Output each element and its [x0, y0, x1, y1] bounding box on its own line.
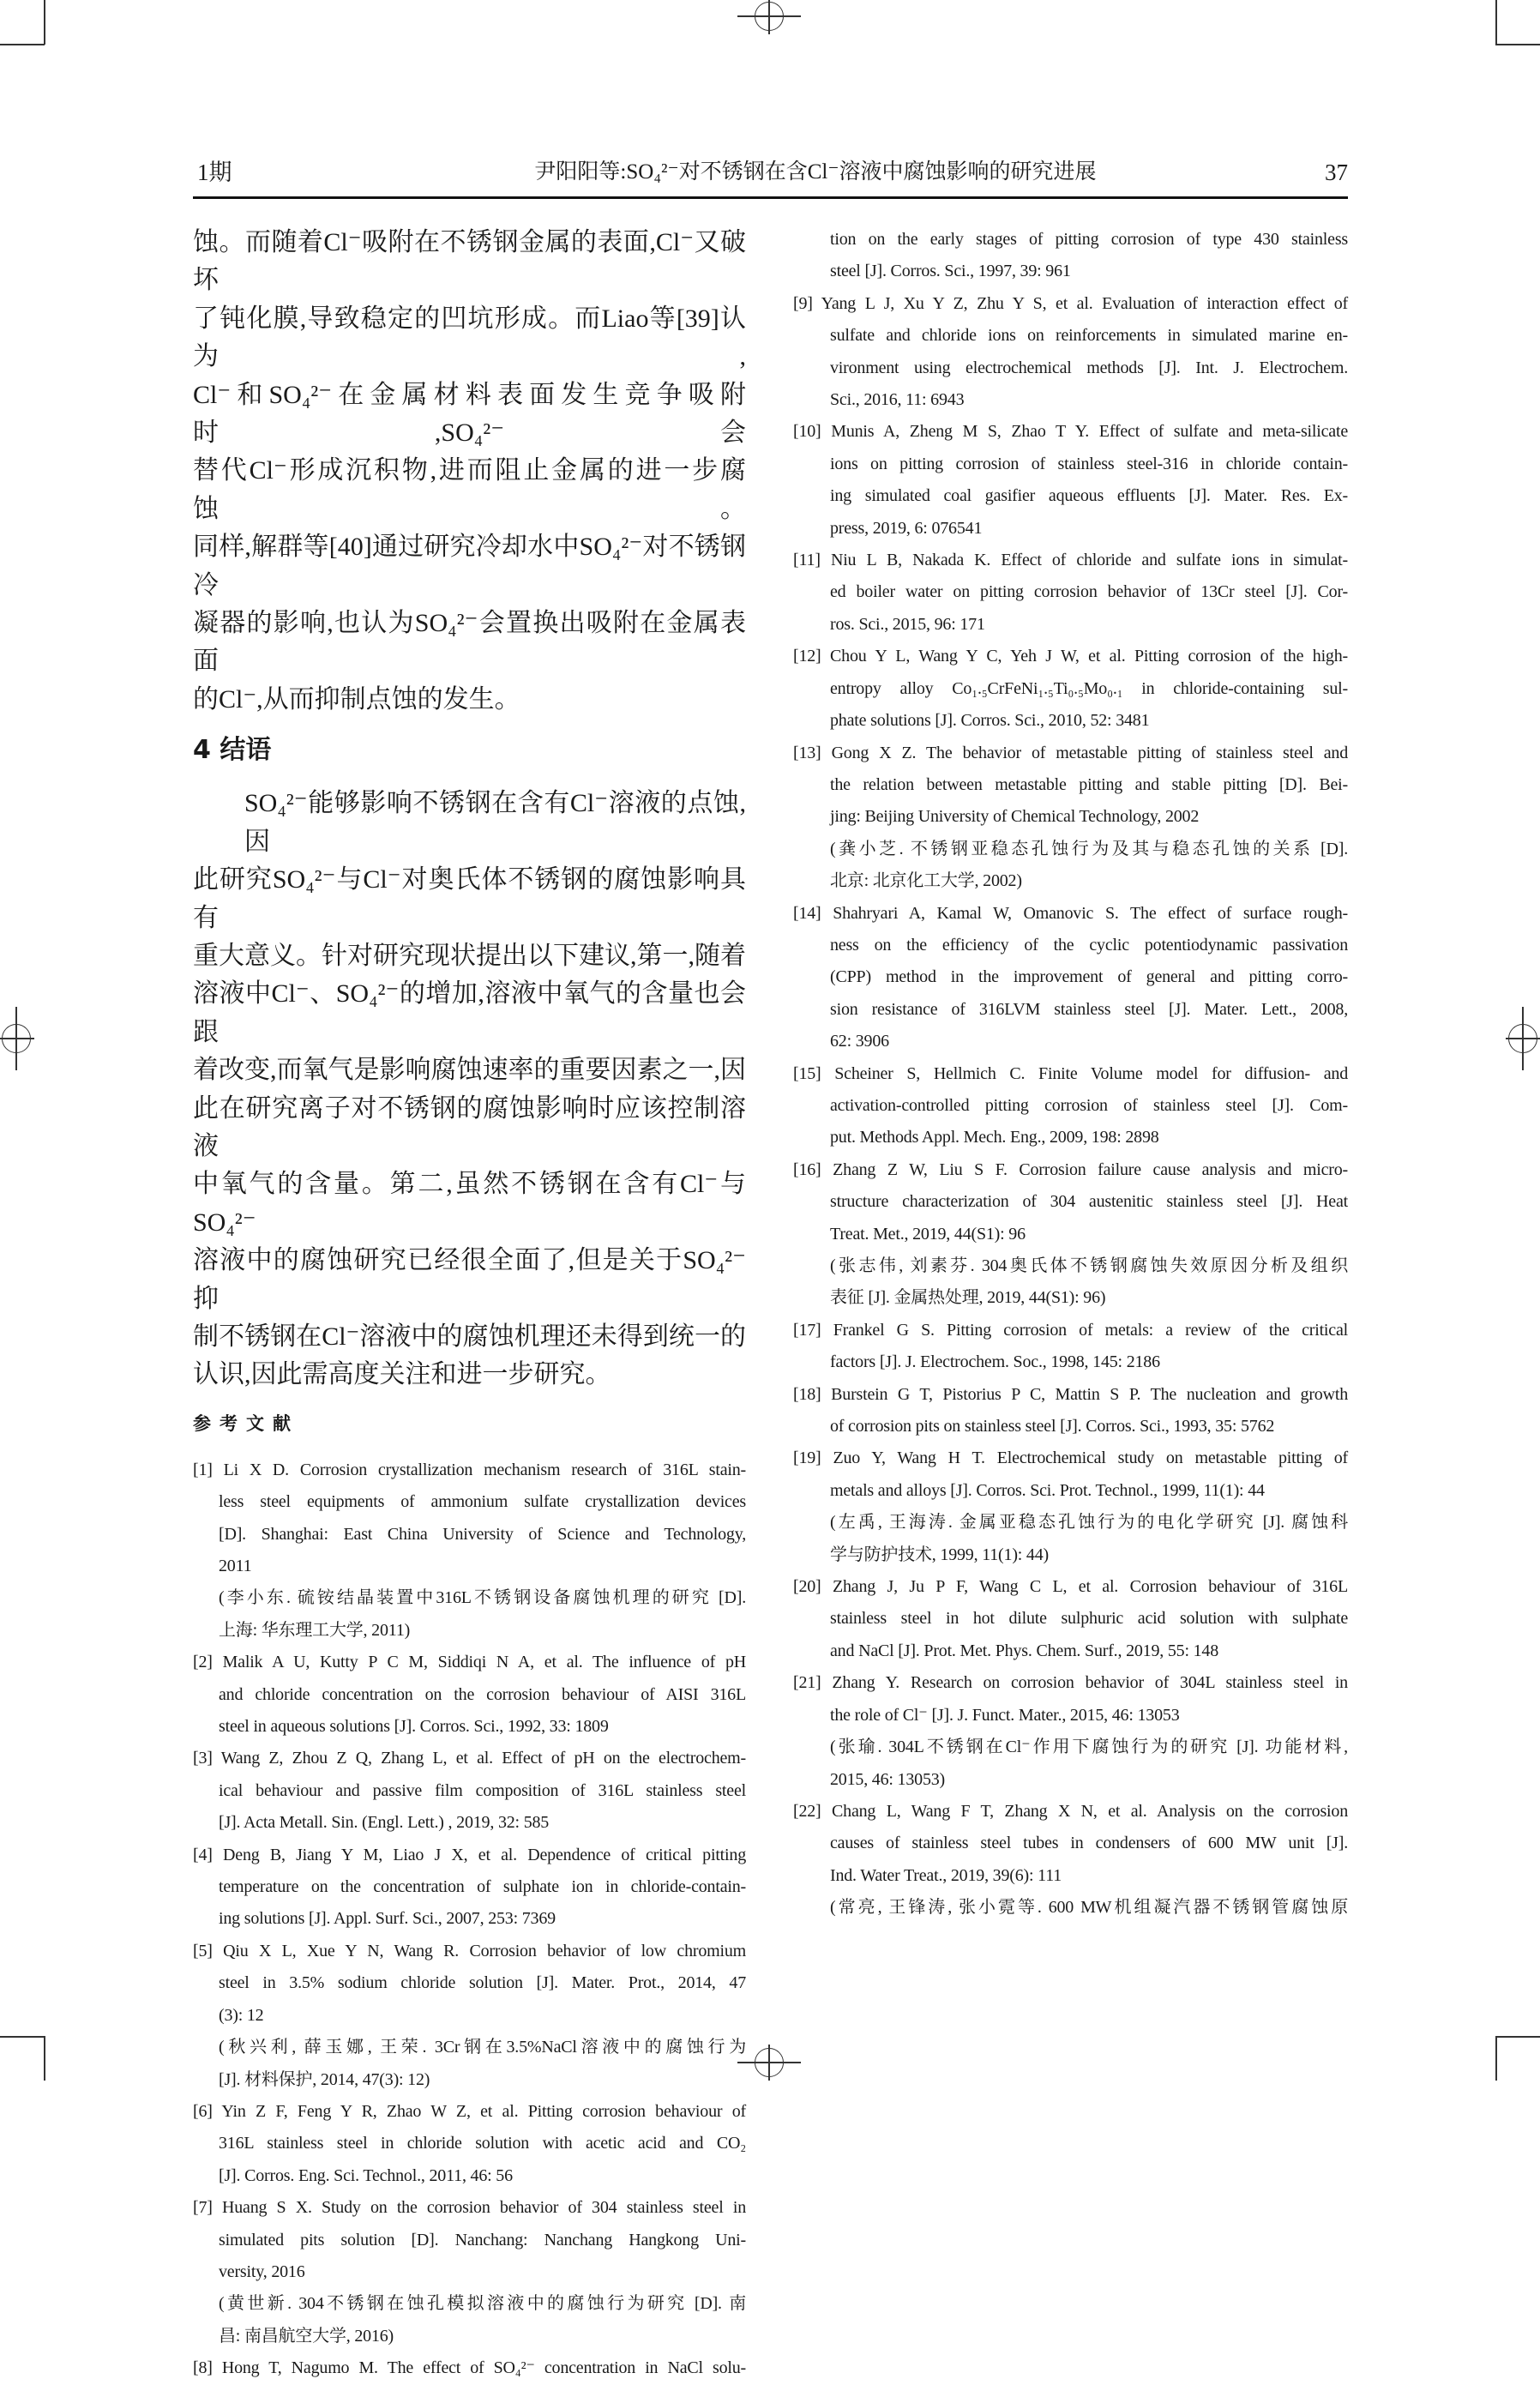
crop-mark: [0, 44, 45, 45]
reference-line: of corrosion pits on stainless steel [J]. Corros. Sci., 1993, 35: 5762: [830, 1417, 1275, 1436]
reference-line: [J]. Corros. Eng. Sci. Technol., 2011, 46: 56: [219, 2165, 513, 2185]
reference-line: [J]. 材料保护, 2014, 47(3): 12): [219, 2069, 430, 2089]
reference-entry-start: [18] Burstein G T, Pistorius P C, Mattin S P. The nucleation and growth: [793, 1384, 1348, 1404]
text-line: 此在研究离子对不锈钢的腐蚀影响时应该控制溶液: [193, 1093, 746, 1160]
crop-mark: [1495, 2036, 1540, 2038]
text-line: 重大意义。针对研究现状提出以下建议,第一,随着: [193, 941, 746, 970]
reference-line: steel in aqueous solutions [J]. Corros. Sci., 1992, 33: 1809: [219, 1717, 609, 1737]
reference-line: entropy alloy Co₁.₅CrFeNi₁.₅Ti₀.₅Mo₀.₁ in chloride-containing sul-: [830, 678, 1348, 698]
reference-entry-start: [7] Huang S X. Study on the corrosion behavior of 304 stainless steel in: [193, 2198, 746, 2218]
reference-line: 上海: 华东理工大学, 2011): [219, 1620, 411, 1640]
reference-entry-start: [8] Hong T, Nagumo M. The effect of SO₄²⁻ concentration in NaCl solu-: [193, 2358, 746, 2378]
text-line: 着改变,而氧气是影响腐蚀速率的重要因素之一,因: [193, 1056, 746, 1085]
reference-line: (李小东. 硫铵结晶装置中316L不锈钢设备腐蚀机理的研究 [D].: [219, 1588, 746, 1608]
text-line: 凝器的影响,也认为SO₄²⁻会置换出吸附在金属表面: [193, 609, 746, 676]
references-right: [793, 224, 1348, 1924]
registration-line: [768, 0, 770, 34]
reference-entry-start: [14] Shahryari A, Kamal W, Omanovic S. The effect of surface rough-: [793, 903, 1348, 923]
reference-entry-start: [10] Munis A, Zheng M S, Zhao T Y. Effect of sulfate and meta-silicate: [793, 422, 1348, 442]
crop-mark: [44, 2036, 45, 2081]
crop-mark: [1495, 0, 1497, 45]
reference-entry-start: [5] Qiu X L, Xue Y N, Wang R. Corrosion behavior of low chromium: [193, 1941, 746, 1960]
reference-line: Treat. Met., 2019, 44(S1): 96: [830, 1224, 1026, 1244]
registration-line: [1506, 1038, 1540, 1039]
text-line: Cl⁻和SO₄²⁻在金属材料表面发生竞争吸附时,SO₄²⁻会: [193, 380, 746, 448]
reference-line: sion resistance of 316LVM stainless steel [J]. Mater. Lett., 2008,: [830, 999, 1348, 1019]
text-line: 同样,解群等[40]通过研究冷却水中SO₄²⁻对不锈钢冷: [193, 533, 746, 599]
reference-line: Sci., 2016, 11: 6943: [830, 390, 965, 410]
reference-entry-start: [11] Niu L B, Nakada K. Effect of chloride and sulfate ions in simulat-: [793, 551, 1348, 570]
reference-entry-start: [16] Zhang Z W, Liu S F. Corrosion failure cause analysis and micro-: [793, 1159, 1348, 1179]
reference-line: (3): 12: [219, 2005, 264, 2025]
reference-line: temperature on the concentration of sulphate ion in chloride-contain-: [219, 1877, 746, 1897]
reference-line: put. Methods Appl. Mech. Eng., 2009, 198: 2898: [830, 1128, 1159, 1147]
registration-line: [737, 15, 801, 17]
text-line: 蚀。而随着Cl⁻吸附在不锈钢金属的表面,Cl⁻又破坏: [193, 228, 746, 295]
reference-line: jing: Beijing University of Chemical Technology, 2002: [830, 807, 1200, 827]
text-line: 制不锈钢在Cl⁻溶液中的腐蚀机理还未得到统一的: [193, 1322, 746, 1351]
reference-line: ical behaviour and passive film composition of 316L stainless steel: [219, 1780, 746, 1800]
text-line: 此研究SO₄²⁻与Cl⁻对奥氏体不锈钢的腐蚀影响具有: [193, 865, 746, 932]
reference-entry-start: [21] Zhang Y. Research on corrosion behavior of 304L stainless steel in: [793, 1673, 1348, 1693]
reference-line: causes of stainless steel tubes in condensers of 600 MW unit [J].: [830, 1834, 1348, 1853]
text-line: 溶液中的腐蚀研究已经很全面了,但是关于SO₄²⁻抑: [193, 1246, 746, 1313]
reference-line: [D]. Shanghai: East China University of Science and Technology,: [219, 1524, 746, 1544]
reference-entry-start: [17] Frankel G S. Pitting corrosion of metals: a review of the critical: [793, 1320, 1348, 1340]
header-rule: [193, 196, 1348, 199]
reference-line: [J]. Acta Metall. Sin. (Engl. Lett.) , 2019, 32: 585: [219, 1813, 550, 1833]
text-line: 替代Cl⁻形成沉积物,进而阻止金属的进一步腐蚀。: [193, 456, 746, 523]
reference-line: press, 2019, 6: 076541: [830, 518, 983, 538]
reference-entry-start: [1] Li X D. Corrosion crystallization mechanism research of 316L stain-: [193, 1460, 746, 1479]
reference-line: factors [J]. J. Electrochem. Soc., 1998, 145: 2186: [830, 1352, 1160, 1372]
reference-line: 学与防护技术, 1999, 11(1): 44): [830, 1545, 1049, 1564]
references-heading: 参考文献: [193, 1412, 299, 1434]
reference-line: (张瑜. 304L不锈钢在Cl⁻作用下腐蚀行为的研究 [J]. 功能材料,: [830, 1738, 1348, 1757]
reference-entry-start: [12] Chou Y L, Wang Y C, Yeh J W, et al. Pitting corrosion of the high-: [793, 647, 1348, 666]
registration-line: [0, 1038, 34, 1039]
reference-entry-start: [6] Yin Z F, Feng Y R, Zhao W Z, et al. Pitting corrosion behaviour of: [193, 2101, 746, 2121]
references-left: [193, 1454, 746, 2385]
paragraph-1: [193, 224, 746, 719]
text-line: 的Cl⁻,从而抑制点蚀的发生。: [193, 684, 520, 714]
reference-line: the role of Cl⁻ [J]. J. Funct. Mater., 2015, 46: 13053: [830, 1705, 1180, 1725]
reference-entry-start: [22] Chang L, Wang F T, Zhang X N, et al. Analysis on the corrosion: [793, 1801, 1348, 1821]
reference-line: vironment using electrochemical methods [J]. Int. J. Electrochem.: [830, 358, 1348, 377]
reference-line: ions on pitting corrosion of stainless steel-316 in chloride contain-: [830, 454, 1348, 473]
reference-entry-start: [19] Zuo Y, Wang H T. Electrochemical study on metastable pitting of: [793, 1448, 1348, 1468]
reference-entry-start: [20] Zhang J, Ju P F, Wang C L, et al. Corrosion behaviour of 316L: [793, 1577, 1348, 1597]
reference-line: steel in 3.5% sodium chloride solution [J]. Mater. Prot., 2014, 47: [219, 1973, 746, 1993]
crop-mark: [1495, 2036, 1497, 2081]
reference-line: sulfate and chloride ions on reinforcements in simulated marine en-: [830, 326, 1348, 346]
reference-entry-start: [15] Scheiner S, Hellmich C. Finite Volume model for diffusion- and: [793, 1063, 1348, 1083]
reference-entry-start: [3] Wang Z, Zhou Z Q, Zhang L, et al. Effect of pH on the electrochem-: [193, 1749, 746, 1768]
left-column: [193, 224, 746, 2385]
reference-line: (张志伟, 刘素芬. 304奥氏体不锈钢腐蚀失效原因分析及组织: [830, 1256, 1348, 1275]
reference-line: the relation between metastable pitting and stable pitting [D]. Bei-: [830, 774, 1348, 794]
paragraph-2: [193, 785, 746, 1394]
reference-line: and NaCl [J]. Prot. Met. Phys. Chem. Surf., 2019, 55: 148: [830, 1641, 1219, 1660]
reference-line: (左禹, 王海涛. 金属亚稳态孔蚀行为的电化学研究 [J]. 腐蚀科: [830, 1513, 1348, 1533]
reference-entry-start: [2] Malik A U, Kutty P C M, Siddiqi N A, et al. The influence of pH: [193, 1653, 746, 1672]
issue-label: 1期: [197, 160, 232, 185]
crop-mark: [1495, 44, 1540, 45]
reference-line: metals and alloys [J]. Corros. Sci. Prot. Technol., 1999, 11(1): 44: [830, 1480, 1265, 1500]
page-number: 37: [1325, 160, 1348, 185]
reference-line: ness on the efficiency of the cyclic potentiodynamic passivation: [830, 935, 1348, 955]
reference-line: ros. Sci., 2015, 96: 171: [830, 614, 985, 634]
reference-line: (CPP) method in the improvement of general and pitting corro-: [830, 967, 1348, 987]
reference-line: simulated pits solution [D]. Nanchang: Nanchang Hangkong Uni-: [219, 2230, 746, 2249]
reference-line: 昌: 南昌航空大学, 2016): [219, 2326, 394, 2346]
crop-mark: [44, 0, 45, 45]
text-line: 溶液中Cl⁻、SO₄²⁻的增加,溶液中氧气的含量也会跟: [193, 979, 746, 1046]
reference-line: (龚小芝. 不锈钢亚稳态孔蚀行为及其与稳态孔蚀的关系 [D].: [830, 839, 1348, 858]
reference-line: ing simulated coal gasifier aqueous effluents [J]. Mater. Res. Ex-: [830, 486, 1348, 506]
reference-line: 316L stainless steel in chloride solution with acetic acid and CO₂: [219, 2134, 746, 2153]
section-heading: 4 结语: [193, 735, 272, 766]
text-line: 认识,因此需高度关注和进一步研究。: [193, 1360, 611, 1389]
reference-line: 2015, 46: 13053): [830, 1769, 946, 1789]
reference-entry-start: [9] Yang L J, Xu Y Z, Zhu Y S, et al. Evaluation of interaction effect of: [793, 293, 1348, 313]
reference-line: ing solutions [J]. Appl. Surf. Sci., 2007, 253: 7369: [219, 1909, 556, 1929]
reference-line: steel [J]. Corros. Sci., 1997, 39: 961: [830, 262, 1071, 281]
registration-line: [737, 2062, 801, 2063]
reference-line: structure characterization of 304 austenitic stainless steel [J]. Heat: [830, 1192, 1348, 1212]
reference-line: (黄世新. 304不锈钢在蚀孔模拟溶液中的腐蚀行为研究 [D]. 南: [219, 2294, 746, 2314]
text-line: 了钝化膜,导致稳定的凹坑形成。而Liao等[39]认为,: [193, 304, 746, 371]
reference-line: 表征 [J]. 金属热处理, 2019, 44(S1): 96): [830, 1288, 1106, 1308]
running-title: 尹阳阳等:SO₄²⁻对不锈钢在含Cl⁻溶液中腐蚀影响的研究进展: [534, 160, 1097, 184]
reference-line: phate solutions [J]. Corros. Sci., 2010, 52: 3481: [830, 711, 1150, 731]
text-line: SO₄²⁻能够影响不锈钢在含有Cl⁻溶液的点蚀,因: [244, 789, 746, 856]
reference-line: and chloride concentration on the corrosion behaviour of AISI 316L: [219, 1684, 746, 1704]
reference-entry-start: [4] Deng B, Jiang Y M, Liao J X, et al. Dependence of critical pitting: [193, 1845, 746, 1864]
reference-line: activation-controlled pitting corrosion of stainless steel [J]. Com-: [830, 1095, 1348, 1115]
crop-mark: [0, 2036, 45, 2038]
reference-line: ed boiler water on pitting corrosion behavior of 13Cr steel [J]. Cor-: [830, 582, 1348, 602]
reference-line: stainless steel in hot dilute sulphuric acid solution with sulphate: [830, 1609, 1348, 1629]
reference-entry-start: [13] Gong X Z. The behavior of metastable pitting of stainless steel and: [793, 743, 1348, 762]
reference-line: 2011: [219, 1557, 252, 1575]
reference-line: tion on the early stages of pitting corrosion of type 430 stainless: [830, 230, 1348, 249]
reference-line: (常亮, 王锋涛, 张小霓等. 600 MW机组凝汽器不锈钢管腐蚀原: [830, 1898, 1348, 1918]
reference-line: less steel equipments of ammonium sulfate crystallization devices: [219, 1492, 746, 1512]
reference-line: 62: 3906: [830, 1032, 889, 1051]
reference-line: 北京: 北京化工大学, 2002): [830, 871, 1022, 891]
text-line: 中氧气的含量。第二,虽然不锈钢在含有Cl⁻与SO₄²⁻: [193, 1170, 746, 1237]
reference-line: Ind. Water Treat., 2019, 39(6): 111: [830, 1865, 1062, 1885]
reference-line: (秋兴利, 薛玉娜, 王荣. 3Cr钢在3.5%NaCl溶液中的腐蚀行为: [219, 2038, 746, 2057]
reference-line: versity, 2016: [219, 2262, 305, 2281]
